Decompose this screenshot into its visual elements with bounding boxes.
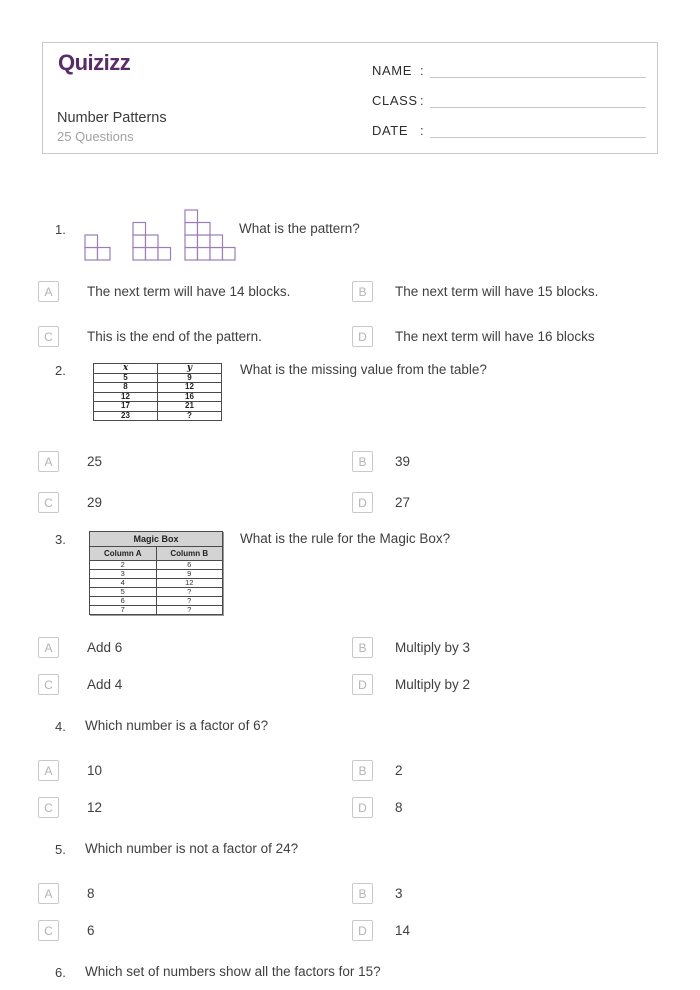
q4-option-c-text: 12 — [87, 800, 103, 815]
q6-number: 6. — [55, 965, 66, 980]
q2-option-c-checkbox[interactable]: C — [38, 492, 59, 513]
q5-option-c-checkbox[interactable]: C — [38, 920, 59, 941]
pattern-block — [146, 235, 159, 248]
q3-option-a-checkbox[interactable]: A — [38, 637, 59, 658]
q5-option-a-text: 8 — [87, 886, 95, 901]
q1-option-c-checkbox[interactable]: C — [38, 326, 59, 347]
name-input-line[interactable] — [430, 60, 646, 78]
table-cell: ? — [156, 597, 223, 606]
table-cell: 21 — [158, 402, 222, 412]
q4-option-b-text: 2 — [395, 763, 403, 778]
pattern-block — [223, 248, 236, 261]
q3-table-header-a: Column A — [90, 547, 157, 561]
pattern-block — [198, 248, 211, 261]
q1-option-d-text: The next term will have 16 blocks — [395, 329, 595, 344]
table-cell: 7 — [90, 606, 157, 615]
q4-option-d — [352, 797, 403, 818]
pattern-block — [198, 235, 211, 248]
q5-option-b-text: 3 — [395, 886, 403, 901]
table-cell: 5 — [90, 588, 157, 597]
q5-option-c-text: 6 — [87, 923, 95, 938]
q3-option-b-text: Multiply by 3 — [395, 640, 471, 655]
pattern-block — [185, 210, 198, 223]
q2-option-d — [352, 492, 410, 513]
pattern-block — [133, 235, 146, 248]
q2-table-header-x: x — [94, 364, 158, 374]
table-cell: 8 — [94, 383, 158, 393]
table-cell: 12 — [94, 392, 158, 402]
pattern-block — [198, 223, 211, 236]
quizizz-logo: Quizizz — [58, 50, 131, 75]
q4-option-c — [38, 797, 102, 818]
table-cell: 6 — [90, 597, 157, 606]
date-label: DATE — [372, 123, 409, 138]
q4-option-d-text: 8 — [395, 800, 403, 815]
pattern-block — [185, 235, 198, 248]
q2-number: 2. — [55, 363, 66, 378]
q5-option-d — [352, 920, 410, 941]
q4-option-c-checkbox[interactable]: C — [38, 797, 59, 818]
q6-text: Which set of numbers show all the factors for 15? — [85, 964, 381, 979]
q1-option-c-text: This is the end of the pattern. — [87, 329, 262, 344]
pattern-block — [133, 223, 146, 236]
q2-text: What is the missing value from the table? — [240, 362, 487, 377]
class-input-line[interactable] — [430, 90, 646, 108]
table-cell: 2 — [90, 561, 157, 570]
q3-magic-box-table — [89, 531, 223, 615]
q2-option-a — [38, 451, 102, 472]
q2-xy-table — [93, 363, 222, 421]
pattern-block — [133, 248, 146, 261]
q1-block-pattern-figure — [84, 204, 239, 264]
q3-option-c-text: Add 4 — [87, 677, 123, 692]
q4-option-a-checkbox[interactable]: A — [38, 760, 59, 781]
q3-option-d — [352, 674, 470, 695]
name-label: NAME — [372, 63, 412, 78]
table-cell: 16 — [158, 392, 222, 402]
q4-option-b-checkbox[interactable]: B — [352, 760, 373, 781]
date-field — [372, 121, 646, 138]
q3-option-d-checkbox[interactable]: D — [352, 674, 373, 695]
q3-table-title: Magic Box — [90, 532, 223, 547]
class-colon: : — [420, 93, 424, 108]
q1-option-d — [352, 326, 595, 347]
q2-option-d-checkbox[interactable]: D — [352, 492, 373, 513]
pattern-block — [85, 235, 98, 248]
class-field — [372, 91, 646, 108]
q1-option-b — [352, 281, 598, 302]
q1-option-a — [38, 281, 290, 302]
date-input-line[interactable] — [430, 120, 646, 138]
q4-option-b — [352, 760, 403, 781]
table-cell: 23 — [94, 411, 158, 421]
q3-option-b-checkbox[interactable]: B — [352, 637, 373, 658]
q2-table-header-y: y — [158, 364, 222, 374]
q5-number: 5. — [55, 842, 66, 857]
q3-number: 3. — [55, 532, 66, 547]
table-cell: 5 — [94, 373, 158, 383]
worksheet-title: Number Patterns — [57, 110, 167, 126]
pattern-block — [98, 248, 111, 261]
table-cell: 9 — [156, 570, 223, 579]
q2-option-a-text: 25 — [87, 454, 103, 469]
pattern-block — [210, 235, 223, 248]
q1-option-a-text: The next term will have 14 blocks. — [87, 284, 291, 299]
q4-option-a — [38, 760, 102, 781]
q5-option-c — [38, 920, 95, 941]
q1-option-a-checkbox[interactable]: A — [38, 281, 59, 302]
q2-option-a-checkbox[interactable]: A — [38, 451, 59, 472]
date-colon: : — [420, 123, 424, 138]
q1-option-b-text: The next term will have 15 blocks. — [395, 284, 599, 299]
q3-option-c-checkbox[interactable]: C — [38, 674, 59, 695]
table-cell: 6 — [156, 561, 223, 570]
q1-option-d-checkbox[interactable]: D — [352, 326, 373, 347]
q2-option-b — [352, 451, 410, 472]
q3-option-d-text: Multiply by 2 — [395, 677, 471, 692]
question-count: 25 Questions — [57, 129, 134, 144]
q1-text: What is the pattern? — [239, 221, 360, 236]
table-cell: ? — [156, 606, 223, 615]
table-cell: ? — [156, 588, 223, 597]
q4-number: 4. — [55, 719, 66, 734]
q5-option-d-text: 14 — [395, 923, 411, 938]
table-cell: 4 — [90, 579, 157, 588]
q4-text: Which number is a factor of 6? — [85, 718, 269, 733]
table-cell: ? — [158, 411, 222, 421]
pattern-block — [85, 248, 98, 261]
q5-option-a-checkbox[interactable]: A — [38, 883, 59, 904]
pattern-block — [185, 248, 198, 261]
pattern-block — [146, 248, 159, 261]
q5-option-a — [38, 883, 95, 904]
q2-option-b-text: 39 — [395, 454, 411, 469]
table-cell: 3 — [90, 570, 157, 579]
pattern-block — [210, 248, 223, 261]
pattern-block — [158, 248, 171, 261]
name-field — [372, 61, 646, 78]
q4-option-a-text: 10 — [87, 763, 103, 778]
q3-text: What is the rule for the Magic Box? — [240, 531, 451, 546]
q3-option-b — [352, 637, 470, 658]
q2-option-b-checkbox[interactable]: B — [352, 451, 373, 472]
table-cell: 17 — [94, 402, 158, 412]
class-label: CLASS — [372, 93, 418, 108]
q1-option-c — [38, 326, 262, 347]
table-cell: 12 — [158, 383, 222, 393]
q1-option-b-checkbox[interactable]: B — [352, 281, 373, 302]
pattern-block — [185, 223, 198, 236]
q5-option-d-checkbox[interactable]: D — [352, 920, 373, 941]
q3-option-a-text: Add 6 — [87, 640, 123, 655]
q2-option-c — [38, 492, 102, 513]
q3-option-a — [38, 637, 122, 658]
table-cell: 9 — [158, 373, 222, 383]
q3-option-c — [38, 674, 122, 695]
q5-option-b — [352, 883, 403, 904]
q2-option-c-text: 29 — [87, 495, 103, 510]
q4-option-d-checkbox[interactable]: D — [352, 797, 373, 818]
name-colon: : — [420, 63, 424, 78]
table-cell: 12 — [156, 579, 223, 588]
q5-text: Which number is not a factor of 24? — [85, 841, 299, 856]
q1-number: 1. — [55, 222, 66, 237]
q2-option-d-text: 27 — [395, 495, 411, 510]
q3-table-header-b: Column B — [156, 547, 223, 561]
q5-option-b-checkbox[interactable]: B — [352, 883, 373, 904]
